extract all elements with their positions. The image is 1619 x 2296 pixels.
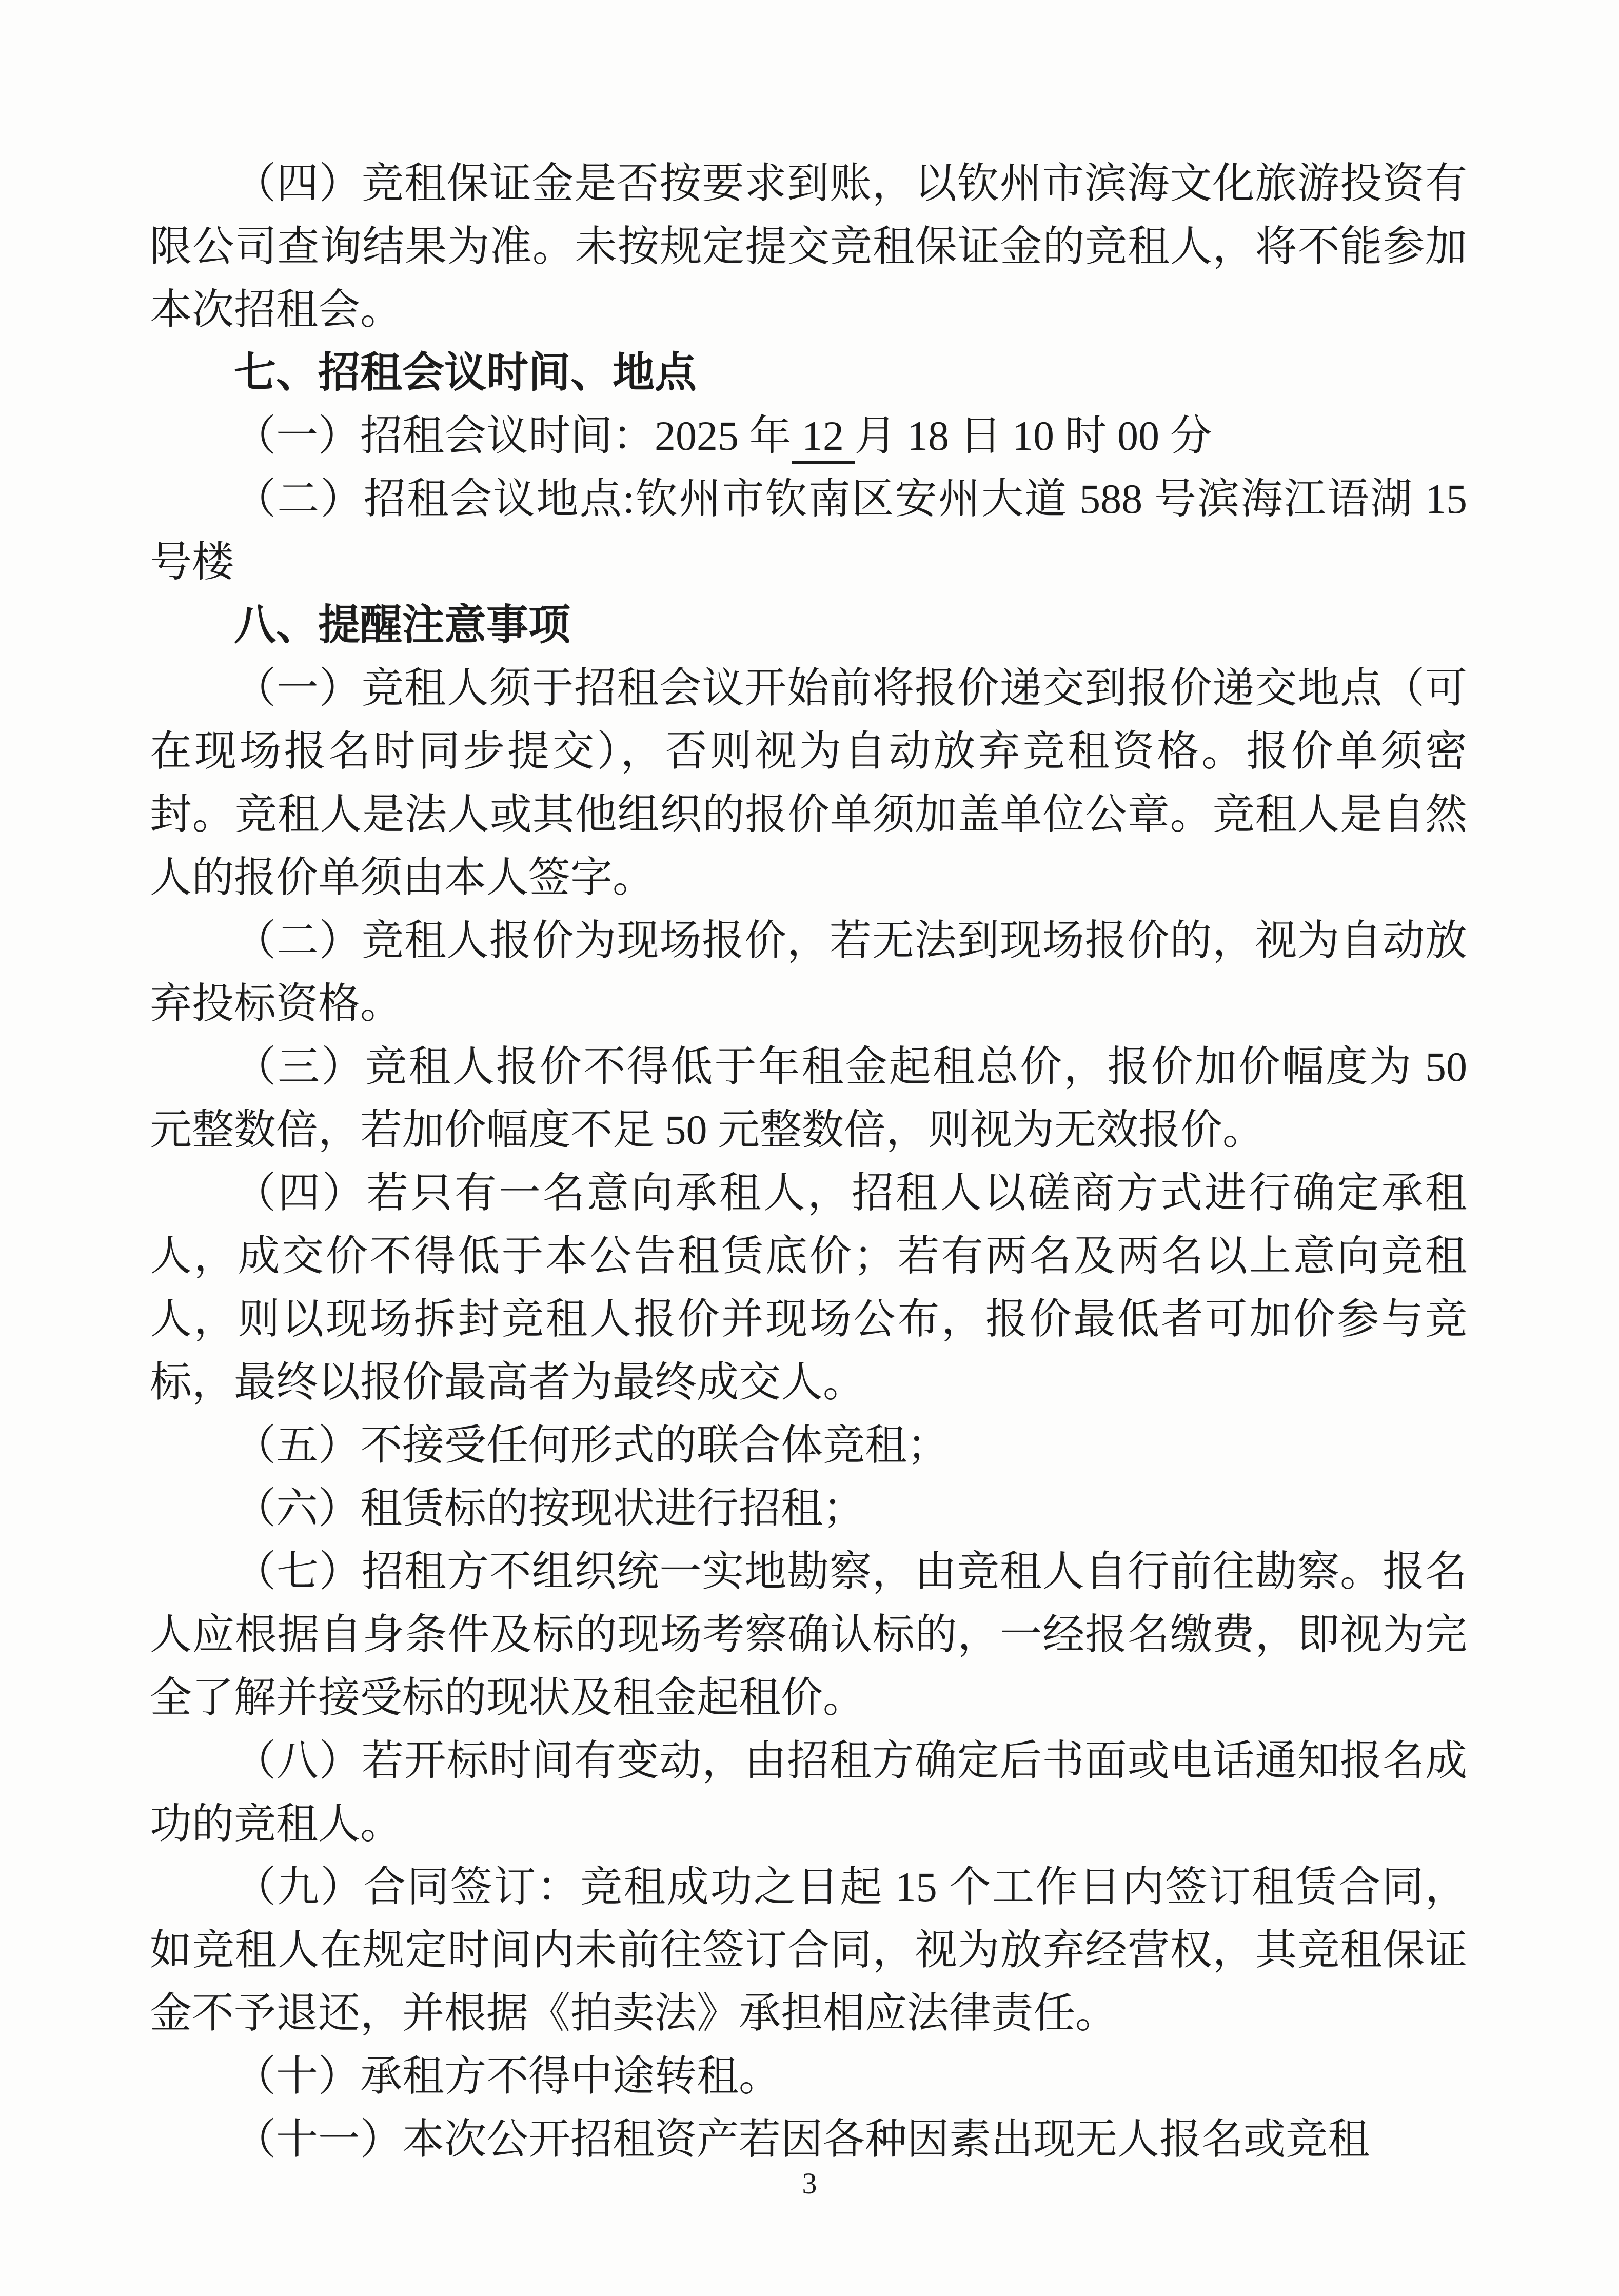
note-8-time-change-notice: （八）若开标时间有变动，由招租方确定后书面或电话通知报名成功的竞租人。 [150,1737,1467,1847]
note-2-onsite-bidding: （二）竞租人报价为现场报价，若无法到现场报价的，视为自动放弃投标资格。 [150,917,1467,1027]
meeting-time-prefix: （一）招租会议时间：2025 年 [234,412,792,459]
note-5-no-consortium: （五）不接受任何形式的联合体竞租； [234,1422,950,1469]
meeting-time-suffix: 月 18 日 10 时 00 分 [854,412,1212,459]
note-11-no-applicants: （十一）本次公开招租资产若因各种因素出现无人报名或竞租 [234,2116,1370,2163]
para-2-meeting-place: （二）招租会议地点:钦州市钦南区安州大道 588 号滨海江语湖 15 号楼 [150,476,1467,585]
note-3-bid-increment: （三）竞租人报价不得低于年租金起租总价，报价加价幅度为 50 元整数倍，若加价幅度不足 50 元整数倍，则视为无效报价。 [150,1043,1467,1153]
note-1-quote-submission: （一）竞租人须于招租会议开始前将报价递交到报价递交地点（可在现场报名时同步提交），否则视为自动放弃竞租资格。报价单须密封。竞租人是法人或其他组织的报价单须加盖单位公章。竞租人是自然人的报价单须由本人签字。 [150,665,1467,901]
page-number: 3 [802,2167,817,2200]
note-6-as-is-condition: （六）租赁标的按现状进行招租； [234,1485,865,1532]
note-9-contract-signing: （九）合同签订：竞租成功之日起 15 个工作日内签订租赁合同，如竞租人在规定时间内未前往签订合同，视为放弃经营权，其竞租保证金不予退还，并根据《拍卖法》承担相应法律责任。 [150,1864,1467,2036]
note-4-single-bidder: （四）若只有一名意向承租人，招租人以磋商方式进行确定承租人，成交价不得低于本公告租赁底价；若有两名及两名以上意向竞租人，则以现场拆封竞租人报价并现场公布，报价最低者可加价参与竞标，最终以报价最高者为最终成交人。 [150,1170,1467,1406]
section-heading-notes: 八、提醒注意事项 [234,602,571,648]
para-4-deposit-arrival: （四）竞租保证金是否按要求到账，以钦州市滨海文化旅游投资有限公司查询结果为准。未按规定提交竞租保证金的竞租人，将不能参加本次招租会。 [150,160,1467,333]
meeting-month-underline: 12 [792,412,855,464]
para-1-meeting-time [150,404,1467,467]
section-heading-meeting-time-place: 七、招租会议时间、地点 [234,349,697,396]
note-7-site-inspection: （七）招租方不组织统一实地勘察，由竞租人自行前往勘察。报名人应根据自身条件及标的现场考察确认标的，一经报名缴费，即视为完全了解并接受标的现状及租金起租价。 [150,1548,1467,1721]
note-10-no-subletting: （十）承租方不得中途转租。 [234,2053,781,2100]
